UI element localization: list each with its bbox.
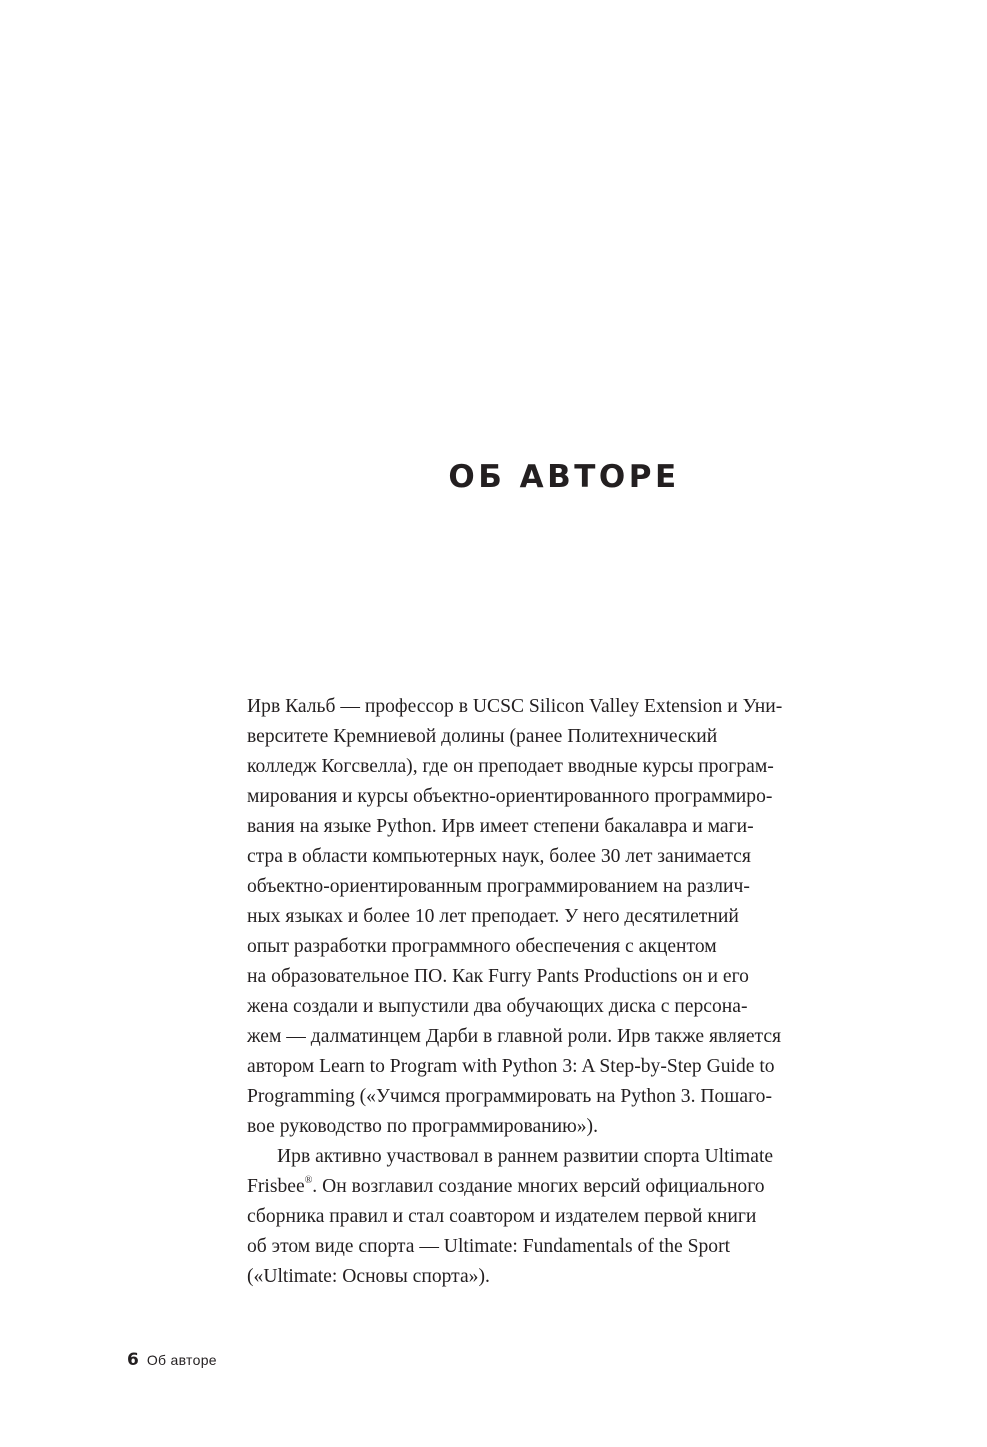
text-line: Ирв Кальб — профессор в UCSC Silicon Valley Extension и Уни- bbox=[247, 696, 783, 717]
paragraph-1 bbox=[247, 692, 872, 1142]
running-head: Об авторе bbox=[146, 1352, 217, 1368]
page-number: 6 bbox=[127, 1350, 139, 1370]
text-line: вое руководство по программированию»). bbox=[247, 1116, 598, 1137]
page-footer bbox=[127, 1350, 217, 1370]
text-line: опыт разработки программного обеспечения с акцентом bbox=[247, 936, 717, 957]
text-fragment: . Он возглавил создание многих версий официального bbox=[312, 1176, 765, 1197]
text-line: верситете Кремниевой долины (ранее Политехнический bbox=[247, 726, 718, 747]
registered-mark: ® bbox=[304, 1175, 313, 1186]
text-line: объектно-ориентированным программированием на различ- bbox=[247, 876, 750, 897]
page-title: ОБ АВТОРЕ bbox=[448, 459, 680, 495]
text-line: сборника правил и стал соавтором и издателем первой книги bbox=[247, 1206, 757, 1227]
paragraph-2 bbox=[247, 1142, 872, 1292]
text-line: Programming («Учимся программировать на Python 3. Пошаго- bbox=[247, 1086, 772, 1107]
text-line: жена создали и выпустили два обучающих диска с персона- bbox=[247, 996, 748, 1017]
text-fragment: Frisbee bbox=[247, 1176, 305, 1197]
text-line: об этом виде спорта — Ultimate: Fundamentals of the Sport bbox=[247, 1236, 731, 1257]
text-line: мирования и курсы объектно-ориентированного программиро- bbox=[247, 786, 773, 807]
text-line: автором Learn to Program with Python 3: A Step-by-Step Guide to bbox=[247, 1056, 775, 1077]
body-text bbox=[247, 692, 872, 1292]
text-line: на образовательное ПО. Как Furry Pants Productions он и его bbox=[247, 966, 749, 987]
text-line: жем — далматинцем Дарби в главной роли. Ирв также является bbox=[247, 1026, 782, 1047]
text-line: стра в области компьютерных наук, более 30 лет занимается bbox=[247, 846, 751, 867]
text-line: («Ultimate: Основы спорта»). bbox=[247, 1266, 490, 1287]
text-line: Ирв активно участвовал в раннем развитии спорта Ultimate bbox=[277, 1146, 774, 1167]
text-line: ных языках и более 10 лет преподает. У него десятилетний bbox=[247, 906, 739, 927]
text-line: вания на языке Python. Ирв имеет степени бакалавра и маги- bbox=[247, 816, 754, 837]
text-line: колледж Когсвелла), где он преподает вводные курсы програм- bbox=[247, 756, 774, 777]
text-line bbox=[247, 1172, 872, 1202]
